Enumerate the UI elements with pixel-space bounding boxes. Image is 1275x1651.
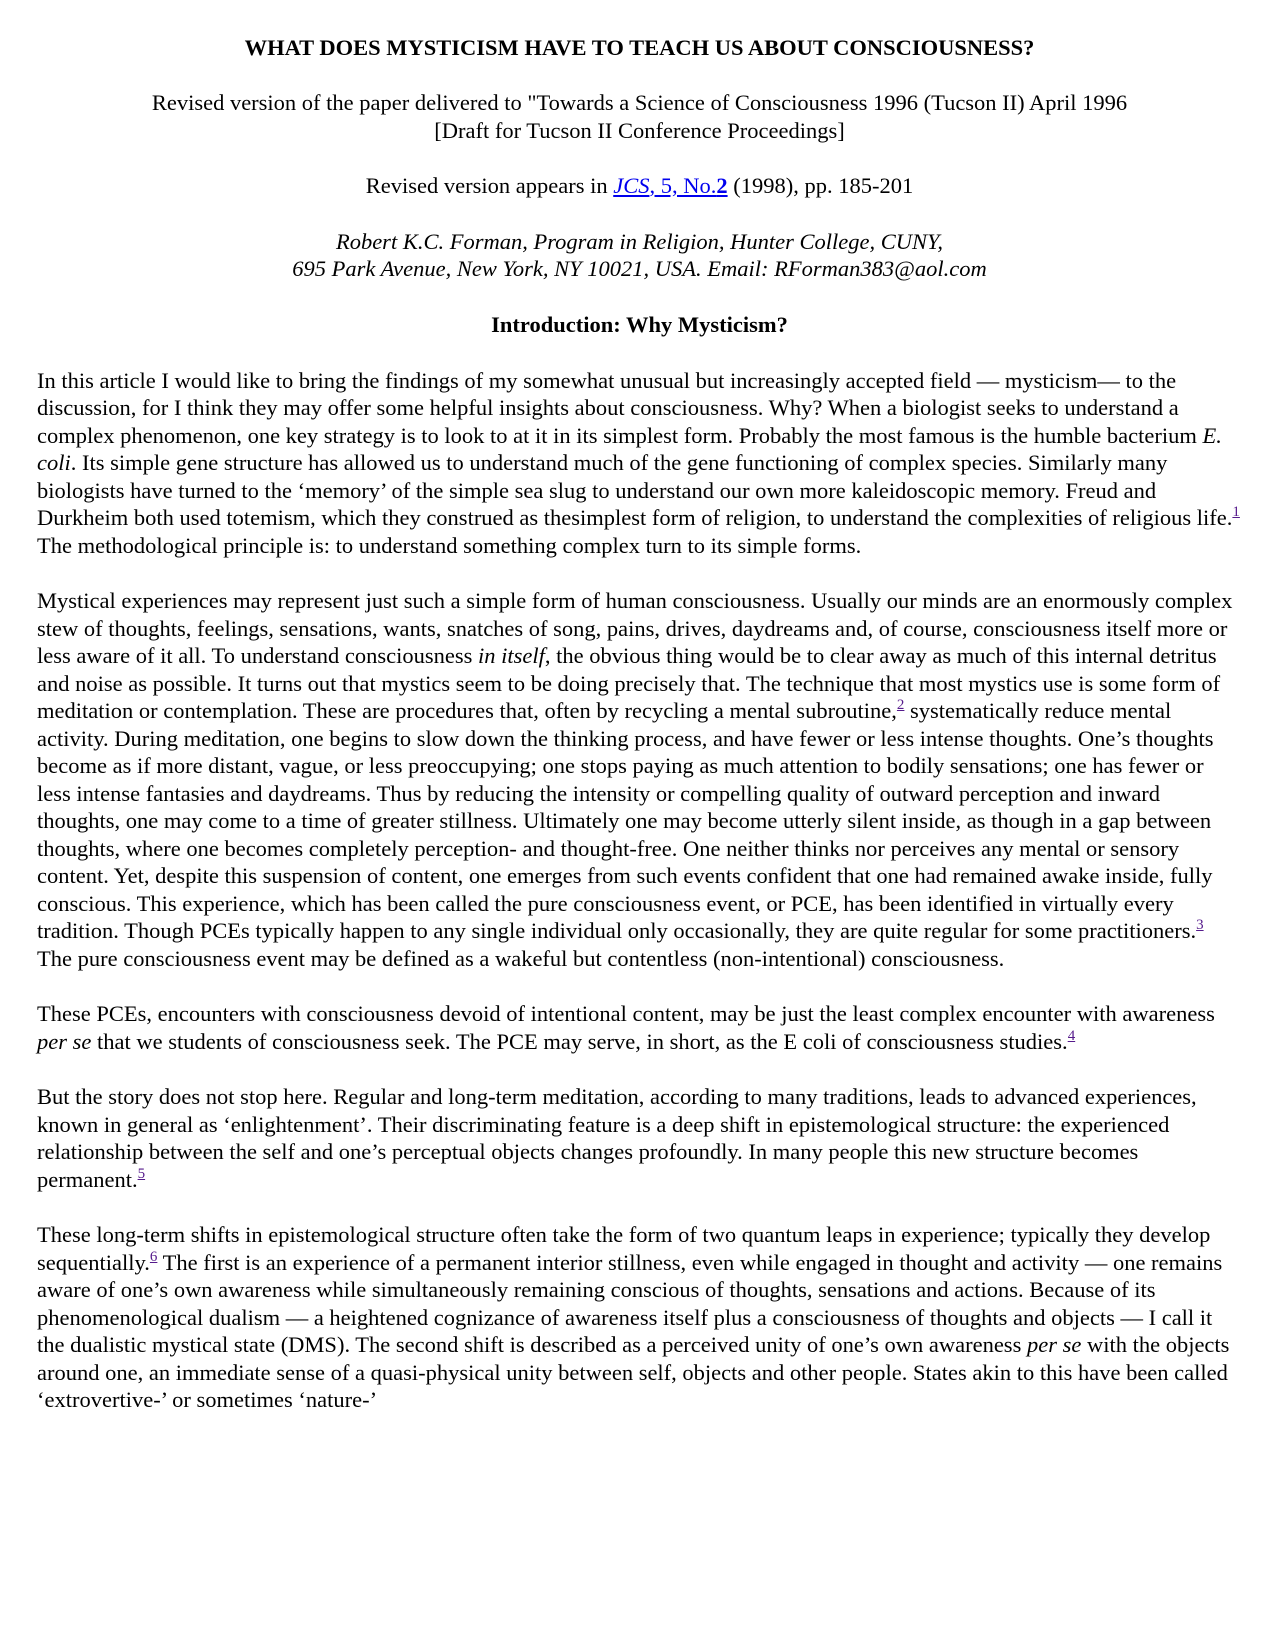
- paragraph-text: that we students of consciousness seek. The PCE may serve, in short, as the E coli of consciousness studies.: [91, 1028, 1068, 1054]
- paragraph-3: [37, 1000, 1242, 1055]
- footnote-link-5[interactable]: 5: [137, 1165, 146, 1182]
- footnote-ref-5: [138, 1166, 146, 1182]
- journal-link-name: JCS: [613, 173, 650, 198]
- author-block: [37, 228, 1242, 283]
- footnote-link-1[interactable]: 1: [1232, 504, 1240, 520]
- paragraph-text: Mystical experiences may represent just such a simple form of human consciousness. Usually our minds are an enormously complex stew of thoughts, feelings, sensations, wants, snatches of song, pains, drives, daydreams and, of course, consciousness itself more or less aware of it all. To understand consciousness: [37, 588, 1233, 668]
- emphasis-text: per se: [1026, 1332, 1082, 1357]
- paragraph-4: [37, 1083, 1242, 1193]
- revised-suffix: (1998), pp. 185-201: [727, 173, 914, 198]
- paragraph-text: The methodological principle is: to understand something complex turn to its simple forms.: [37, 532, 862, 558]
- paragraph-text: But the story does not stop here. Regular and long-term meditation, according to many traditions, leads to advanced experiences, known in general as ‘enlightenment’. Their discriminating feature is a deep shift in epistemological structure: the experienced relationship between the self and one’s perceptual objects changes profoundly. In many people this new structure becomes permanent.: [37, 1084, 1197, 1192]
- journal-link[interactable]: [613, 173, 727, 198]
- footnote-ref-1: [1232, 504, 1240, 520]
- subtitle-line-1: Revised version of the paper delivered to "Towards a Science of Consciousness 1996 (Tucson II) April 1996: [151, 90, 1128, 115]
- subtitle-block: [37, 89, 1242, 144]
- paragraph-5: [37, 1221, 1242, 1414]
- journal-link-issue: 2: [716, 173, 728, 198]
- paragraph-1: [37, 367, 1242, 560]
- revised-prefix: Revised version appears in: [365, 173, 614, 198]
- paragraph-text: with the objects around one, an immediate sense of a quasi-physical unity between self, objects and other people. States akin to this have been called ‘extrovertive-’ or sometimes ‘nature-’: [37, 1332, 1230, 1412]
- paragraph-text: , the obvious thing would be to clear away as much of this internal detritus and noise as possible. It turns out that mystics seem to be doing precisely that. The technique that most mystics use is some form of meditation or contemplation. These are procedures that, often by recycling a mental subroutine,: [37, 643, 1221, 723]
- paragraph-text: These PCEs, encounters with consciousness devoid of intentional content, may be just the least complex encounter with awareness: [37, 1001, 1215, 1026]
- section-heading: Introduction: Why Mysticism?: [491, 311, 788, 337]
- paragraph-text: The first is an experience of a permanent interior stillness, even while engaged in thought and activity — one remains aware of one’s own awareness while simultaneously remaining conscious of thoughts, sensations and actions. Because of its phenomenological dualism — a heightened cognizance of awareness itself plus a consciousness of thoughts and objects — I call it the dualistic mystical state (DMS). The second shift is described as a perceived unity of one’s own awareness: [37, 1249, 1223, 1357]
- footnote-ref-3: [1196, 917, 1204, 933]
- footnote-ref-4: [1068, 1028, 1076, 1044]
- paragraph-text: In this article I would like to bring the findings of my somewhat unusual but increasingly accepted field — mysticism— to the discussion, for I think they may offer some helpful insights about consciousness. Why? When a biologist seeks to understand a complex phenomenon, one key strategy is to look to at it in its simplest form. Probably the most famous is the humble bacterium: [37, 367, 1203, 448]
- footnote-link-2[interactable]: 2: [896, 697, 905, 713]
- emphasis-text: E. coli: [37, 422, 1222, 475]
- subtitle-line-2: [Draft for Tucson II Conference Proceedings]: [434, 117, 845, 143]
- footnote-link-4[interactable]: 4: [1067, 1027, 1076, 1044]
- author-line-1: Robert K.C. Forman, Program in Religion, Hunter College, CUNY,: [335, 228, 944, 254]
- revised-version-note: [37, 172, 1242, 200]
- paragraph-2: [37, 587, 1242, 972]
- paragraph-text: systematically reduce mental activity. During meditation, one begins to slow down the thinking process, and have fewer or less intense thoughts. One’s thoughts become as if more distant, vague, or less preoccupying; one stops paying as much attention to bodily sensations; one has fewer or less intense fantasies and daydreams. Thus by reducing the intensity or compelling quality of outward perception and inward thoughts, one may come to a time of greater stillness. Ultimately one may become utterly silent inside, as though in a gap between thoughts, where one becomes completely perception- and thought-free. One neither thinks nor perceives any mental or sensory content. Yet, despite this suspension of content, one emerges from such events confident that one had remained awake inside, fully conscious. This experience, which has been called the pure consciousness event, or PCE, has been identified in virtually every tradition. Though PCEs typically happen to any single individual only occasionally, they are quite regular for some practitioners.: [37, 698, 1214, 943]
- author-line-2: 695 Park Avenue, New York, NY 10021, USA. Email: RForman383@aol.com: [292, 256, 987, 281]
- paragraph-text: These long-term shifts in epistemological structure often take the form of two quantum leaps in experience; typically they develop sequentially.: [37, 1222, 1211, 1275]
- document-page: [37, 34, 1242, 1442]
- paragraph-text: The pure consciousness event may be defined as a wakeful but contentless (non-intentional) consciousness.: [37, 945, 1005, 971]
- emphasis-text: in itself: [478, 643, 545, 668]
- journal-link-volume: , 5, No.: [649, 173, 717, 198]
- emphasis-text: per se: [37, 1028, 92, 1054]
- footnote-link-6[interactable]: 6: [149, 1248, 158, 1265]
- paragraph-text: . Its simple gene structure has allowed us to understand much of the gene functioning of complex species. Similarly many biologists have turned to the ‘memory’ of the simple sea slug to understand our own more kaleidoscopic memory. Freud and Durkheim both used totemism, which they construed as thesimplest form of religion, to understand the complexities of religious life.: [37, 450, 1233, 530]
- footnote-link-3[interactable]: 3: [1196, 917, 1204, 933]
- paper-title: WHAT DOES MYSTICISM HAVE TO TEACH US ABOUT CONSCIOUSNESS?: [244, 35, 1035, 60]
